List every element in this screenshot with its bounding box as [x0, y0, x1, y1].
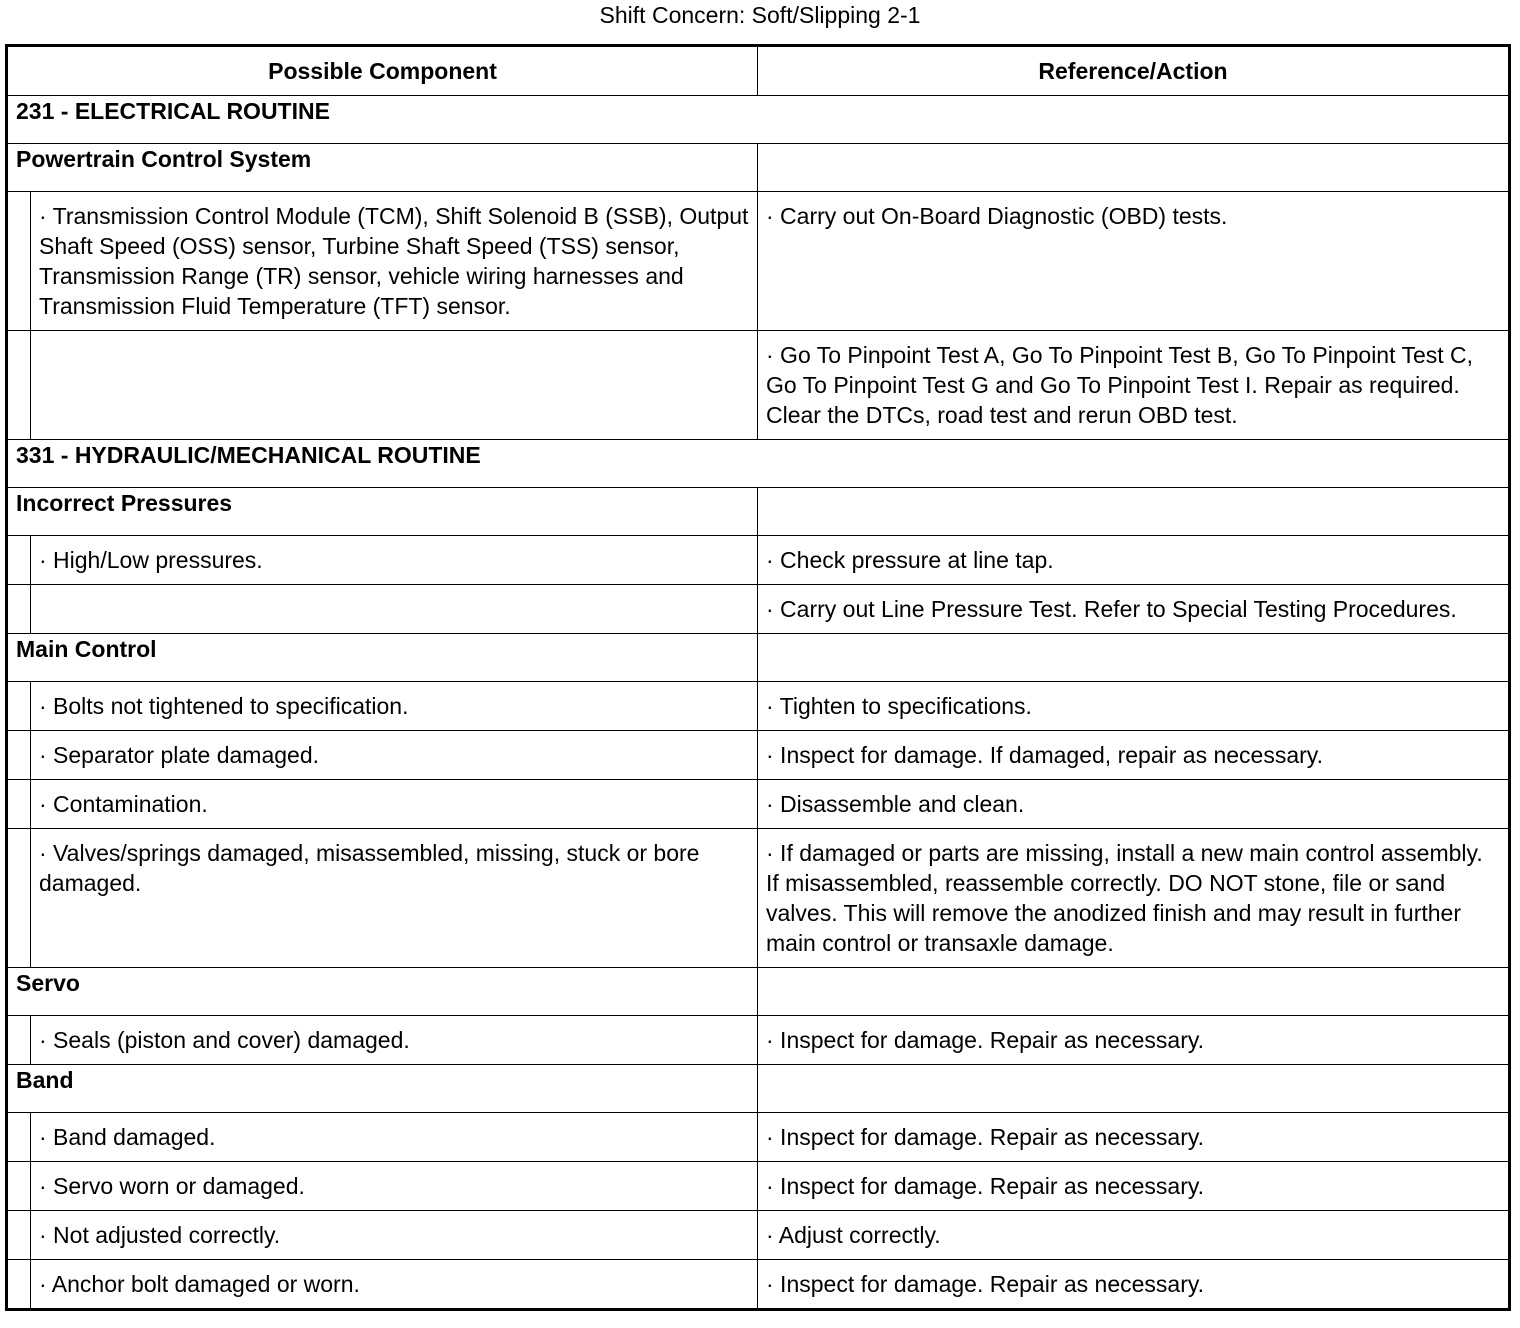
group-row: [7, 634, 1510, 682]
group-row: [7, 144, 1510, 192]
section-label: 331 - HYDRAULIC/MECHANICAL ROUTINE: [7, 440, 1510, 488]
action-cell: · Carry out On-Board Diagnostic (OBD) tests.: [758, 192, 1510, 331]
table-row: [7, 829, 1510, 968]
component-cell: [31, 585, 758, 634]
group-action-empty: [758, 144, 1510, 192]
indent-cell: [7, 1016, 31, 1065]
group-action-empty: [758, 634, 1510, 682]
component-cell: · Contamination.: [31, 780, 758, 829]
header-component: Possible Component: [7, 46, 758, 96]
indent-cell: [7, 331, 31, 440]
group-label: Servo: [7, 968, 758, 1016]
indent-cell: [7, 585, 31, 634]
action-cell: · Inspect for damage. Repair as necessary.: [758, 1260, 1510, 1310]
action-cell: · Adjust correctly.: [758, 1211, 1510, 1260]
action-cell: · Inspect for damage. Repair as necessary.: [758, 1113, 1510, 1162]
group-label: Incorrect Pressures: [7, 488, 758, 536]
table-row: [7, 1162, 1510, 1211]
component-cell: · Bolts not tightened to specification.: [31, 682, 758, 731]
component-cell: · High/Low pressures.: [31, 536, 758, 585]
table-row: [7, 1211, 1510, 1260]
table-row: [7, 780, 1510, 829]
indent-cell: [7, 1162, 31, 1211]
table-row: [7, 731, 1510, 780]
group-row: [7, 968, 1510, 1016]
table-row: [7, 536, 1510, 585]
action-cell: · Tighten to specifications.: [758, 682, 1510, 731]
component-cell: · Separator plate damaged.: [31, 731, 758, 780]
group-action-empty: [758, 1065, 1510, 1113]
section-label: 231 - ELECTRICAL ROUTINE: [7, 96, 1510, 144]
table-row: [7, 192, 1510, 331]
component-cell: · Anchor bolt damaged or worn.: [31, 1260, 758, 1310]
section-row: [7, 96, 1510, 144]
page-title: Shift Concern: Soft/Slipping 2-1: [599, 2, 921, 28]
indent-cell: [7, 682, 31, 731]
group-action-empty: [758, 968, 1510, 1016]
component-cell: · Not adjusted correctly.: [31, 1211, 758, 1260]
table-row: [7, 331, 1510, 440]
table-row: [7, 1113, 1510, 1162]
action-cell: · Inspect for damage. If damaged, repair as necessary.: [758, 731, 1510, 780]
group-label: Powertrain Control System: [7, 144, 758, 192]
component-cell: [31, 331, 758, 440]
indent-cell: [7, 192, 31, 331]
action-cell: · If damaged or parts are missing, install a new main control assembly. If misassembled, reassemble correctly. DO NOT stone, file or sand valves. This will remove the anodized finish and may result in further main control or transaxle damage.: [758, 829, 1510, 968]
action-cell: · Disassemble and clean.: [758, 780, 1510, 829]
component-cell: · Seals (piston and cover) damaged.: [31, 1016, 758, 1065]
header-action: Reference/Action: [758, 46, 1510, 96]
action-cell: · Carry out Line Pressure Test. Refer to Special Testing Procedures.: [758, 585, 1510, 634]
indent-cell: [7, 536, 31, 585]
table-row: [7, 585, 1510, 634]
group-action-empty: [758, 488, 1510, 536]
diagnosis-table: [5, 44, 1511, 1311]
table-row: [7, 1016, 1510, 1065]
group-label: Main Control: [7, 634, 758, 682]
action-cell: · Check pressure at line tap.: [758, 536, 1510, 585]
group-label: Band: [7, 1065, 758, 1113]
component-cell: · Valves/springs damaged, misassembled, missing, stuck or bore damaged.: [31, 829, 758, 968]
action-cell: · Go To Pinpoint Test A, Go To Pinpoint Test B, Go To Pinpoint Test C, Go To Pinpoint Test G and Go To Pinpoint Test I. Repair as required. Clear the DTCs, road test and rerun OBD test.: [758, 331, 1510, 440]
indent-cell: [7, 1211, 31, 1260]
section-row: [7, 440, 1510, 488]
table-row: [7, 682, 1510, 731]
component-cell: · Servo worn or damaged.: [31, 1162, 758, 1211]
action-cell: · Inspect for damage. Repair as necessary.: [758, 1162, 1510, 1211]
component-cell: · Band damaged.: [31, 1113, 758, 1162]
action-cell: · Inspect for damage. Repair as necessary.: [758, 1016, 1510, 1065]
indent-cell: [7, 829, 31, 968]
indent-cell: [7, 731, 31, 780]
indent-cell: [7, 1260, 31, 1310]
component-cell: · Transmission Control Module (TCM), Shift Solenoid B (SSB), Output Shaft Speed (OSS) sensor, Turbine Shaft Speed (TSS) sensor, Transmission Range (TR) sensor, vehicle wiring harnesses and Transmission Fluid Temperature (TFT) sensor.: [31, 192, 758, 331]
header-row: [7, 46, 1510, 96]
indent-cell: [7, 780, 31, 829]
group-row: [7, 1065, 1510, 1113]
indent-cell: [7, 1113, 31, 1162]
group-row: [7, 488, 1510, 536]
table-row: [7, 1260, 1510, 1310]
